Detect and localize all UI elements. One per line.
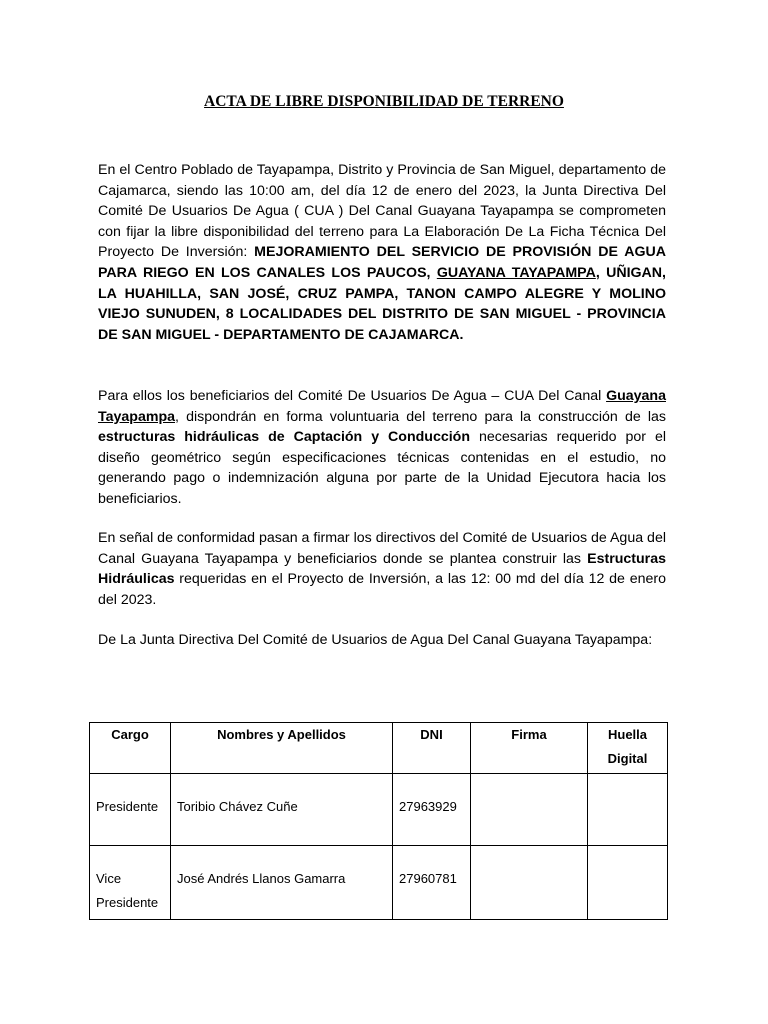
cell-cargo: Vice Presidente (90, 846, 171, 920)
header-dni: DNI (393, 723, 471, 774)
project-name-part2: , UÑIGAN, LA HUAHILLA, SAN JOSÉ, CRUZ PAMPA, TANON CAMPO ALEGRE Y MOLINO VIEJO SUNUDEN, 8 LOCALIDADES DEL DISTRITO DE SAN MIGUEL - PROVINCIA DE SAN MIGUEL - DEPARTAMENTO DE CAJAMARCA. (98, 264, 666, 343)
paragraph-conformity (98, 528, 666, 610)
project-name-canal: GUAYANA TAYAPAMPA (436, 264, 596, 281)
canal-name: Guayana Tayapampa (98, 388, 666, 425)
header-nombres: Nombres y Apellidos (171, 723, 393, 774)
cell-dni: 27963929 (393, 774, 471, 846)
structures-term: Estructuras Hidráulicas (98, 550, 666, 588)
paragraph-intro (98, 160, 666, 345)
paragraph-beneficiaries-text-c: necesarias requerido por el diseño geométrico según especificaciones técnicas contenidas en el estudio, no generando pago o indemnización alguna por parte de la Unidad Ejecutora hacia los beneficiarios. (98, 429, 667, 507)
cell-firma (471, 774, 588, 846)
cell-cargo: Presidente (90, 774, 171, 846)
paragraph-conformity-text-b: requeridas en el Proyecto de Inversión, a las 12: 00 md del día 12 de enero del 2023. (98, 571, 666, 608)
cell-huella (588, 846, 668, 920)
header-firma: Firma (471, 723, 588, 774)
paragraph-conformity-text-a: En señal de conformidad pasan a firmar los directivos del Comité de Usuarios de Agua del Canal Guayana Tayapampa y beneficiarios donde se plantea construir las (98, 530, 666, 567)
members-table (89, 722, 668, 920)
table-row (90, 846, 668, 920)
header-cargo: Cargo (90, 723, 171, 774)
cell-nombres: José Andrés Llanos Gamarra (171, 846, 393, 920)
paragraph-beneficiaries-text-a: Para ellos los beneficiarios del Comité De Usuarios De Agua – CUA Del Canal (98, 388, 607, 404)
cell-nombres: Toribio Chávez Cuñe (171, 774, 393, 846)
cell-firma (471, 846, 588, 920)
project-name-part1: MEJORAMIENTO DEL SERVICIO DE PROVISIÓN DE AGUA PARA RIEGO EN LOS CANALES LOS PAUCOS, (98, 244, 666, 281)
paragraph-beneficiaries-text-b: , dispondrán en forma voluntuaria del terreno para la construcción de las (175, 408, 666, 425)
paragraph-intro-text: En el Centro Poblado de Tayapampa, Distrito y Provincia de San Miguel, departamento de Cajamarca, siendo las 10:00 am, del día 12 de enero del 2023, la Junta Directiva Del Comité De Usuarios De Agua ( CUA ) Del Canal Guayana Tayapampa se comprometen con fijar la libre disponibilidad del terreno para La Elaboración De La Ficha Técnica Del Proyecto De Inversión: (98, 162, 666, 261)
table-header-row (90, 723, 668, 774)
cell-dni: 27960781 (393, 846, 471, 920)
table-row (90, 774, 668, 846)
cell-huella (588, 774, 668, 846)
paragraph-beneficiaries (98, 386, 666, 510)
document-title: ACTA DE LIBRE DISPONIBILIDAD DE TERRENO (204, 93, 564, 110)
header-huella: Huella Digital (588, 723, 668, 774)
paragraph-board: De La Junta Directiva Del Comité de Usuarios de Agua Del Canal Guayana Tayapampa: (98, 632, 653, 648)
structures-emphasis: estructuras hidráulicas de Captación y Conducción (98, 429, 471, 446)
